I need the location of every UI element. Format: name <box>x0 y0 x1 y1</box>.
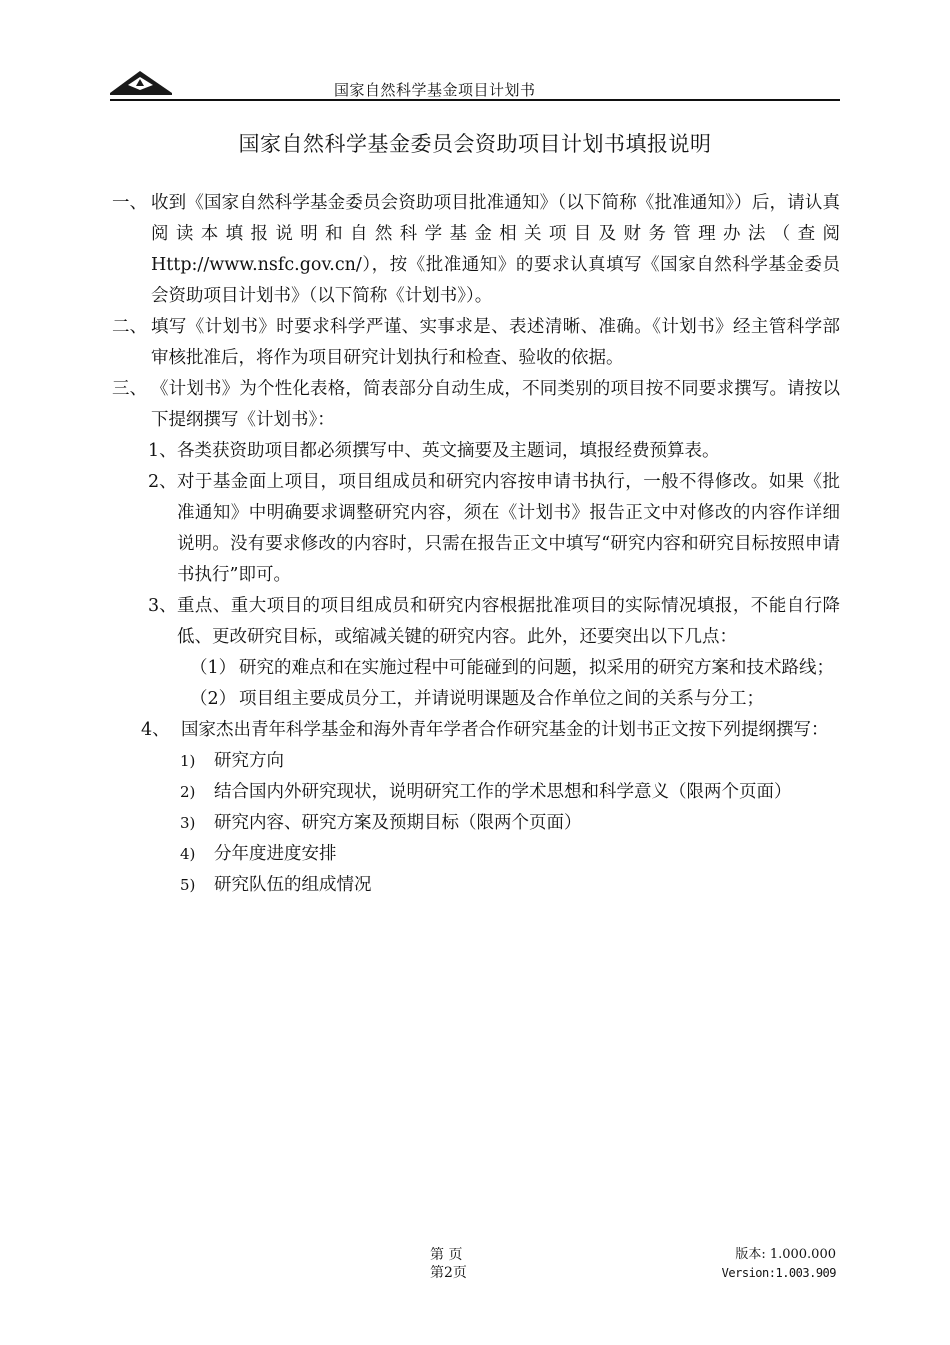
item-marker: 一、 <box>112 193 147 213</box>
page-number: 第2页 <box>430 1265 467 1281</box>
version-code: Version:1.003.909 <box>721 1266 836 1280</box>
item-marker: 3、 <box>148 596 177 616</box>
page-label: 第 页 <box>430 1247 463 1263</box>
item-text: 重点、重大项目的项目组成员和研究内容根据批准项目的实际情况填报，不能自行降低、更改研究目标，或缩减关键的研究内容。此外，还要突出以下几点： <box>177 596 840 647</box>
nsfc-logo-icon <box>110 68 172 96</box>
item-text: 研究内容、研究方案及预期目标（限两个页面） <box>214 813 582 833</box>
item-text: 研究队伍的组成情况 <box>214 875 372 895</box>
item-marker: 1、 <box>148 441 177 461</box>
item-text: 收到《国家自然科学基金委员会资助项目批准通知》（以下简称《批准通知》）后，请认真阅读本填报说明和自然科学基金相关项目及财务管理办法（查阅Http://www.nsfc.gov.cn/），按《批准通知》的要求认真填写《国家自然科学基金委员会资助项目计划书》（以下简称《计划书》）。 <box>151 193 840 306</box>
footer-page <box>430 1246 500 1282</box>
item-marker: 三、 <box>112 379 147 399</box>
outline-item <box>112 746 840 777</box>
detail-item <box>112 653 840 684</box>
document-title: 国家自然科学基金委员会资助项目计划书填报说明 <box>238 132 712 156</box>
item-marker: 二、 <box>112 317 147 337</box>
item-marker: 2) <box>180 783 196 801</box>
item-marker: （1） <box>190 658 237 678</box>
item-text: 结合国内外研究现状，说明研究工作的学术思想和科学意义（限两个页面） <box>214 782 792 802</box>
item-text: 分年度进度安排 <box>214 844 337 864</box>
section-item <box>112 188 840 312</box>
detail-item <box>112 684 840 715</box>
item-marker: 4) <box>180 845 196 863</box>
item-text: 研究的难点和在实施过程中可能碰到的问题，拟采用的研究方案和技术路线； <box>239 658 834 678</box>
item-text: 《计划书》为个性化表格，简表部分自动生成，不同类别的项目按不同要求撰写。请按以下提纲撰写《计划书》： <box>151 379 840 430</box>
subsection-item <box>112 436 840 467</box>
outline-item <box>112 839 840 870</box>
document-body <box>112 188 840 901</box>
outline-item <box>112 777 840 808</box>
item-marker: （2） <box>190 689 237 709</box>
item-text: 研究方向 <box>214 751 284 771</box>
item-marker: 3) <box>180 814 196 832</box>
outline-item <box>112 870 840 901</box>
item-marker: 4、 <box>141 720 170 740</box>
outline-item <box>112 808 840 839</box>
page-header <box>110 64 840 100</box>
subsection-item <box>112 467 840 591</box>
item-text: 国家杰出青年科学基金和海外青年学者合作研究基金的计划书正文按下列提纲撰写： <box>181 720 829 740</box>
subsection-item <box>112 591 840 653</box>
item-text: 对于基金面上项目，项目组成员和研究内容按申请书执行，一般不得修改。如果《批准通知》中明确要求调整研究内容，须在《计划书》报告正文中对修改的内容作详细说明。没有要求修改的内容时，只需在报告正文中填写“研究内容和研究目标按照申请书执行”即可。 <box>177 472 840 585</box>
item-marker: 1) <box>180 752 196 770</box>
item-text: 项目组主要成员分工，并请说明课题及合作单位之间的关系与分工； <box>239 689 764 709</box>
subsection-item <box>112 715 840 746</box>
section-item <box>112 374 840 436</box>
item-text: 各类获资助项目都必须撰写中、英文摘要及主题词，填报经费预算表。 <box>177 441 720 461</box>
header-rule <box>110 99 840 101</box>
header-title: 国家自然科学基金项目计划书 <box>334 81 536 99</box>
item-text: 填写《计划书》时要求科学严谨、实事求是、表述清晰、准确。《计划书》经主管科学部审核批准后，将作为项目研究计划执行和检查、验收的依据。 <box>151 317 840 368</box>
item-marker: 5) <box>180 876 196 894</box>
section-item <box>112 312 840 374</box>
version-label: 版本: 1.000.000 <box>735 1247 836 1262</box>
item-marker: 2、 <box>148 472 177 492</box>
footer-version <box>722 1246 836 1282</box>
